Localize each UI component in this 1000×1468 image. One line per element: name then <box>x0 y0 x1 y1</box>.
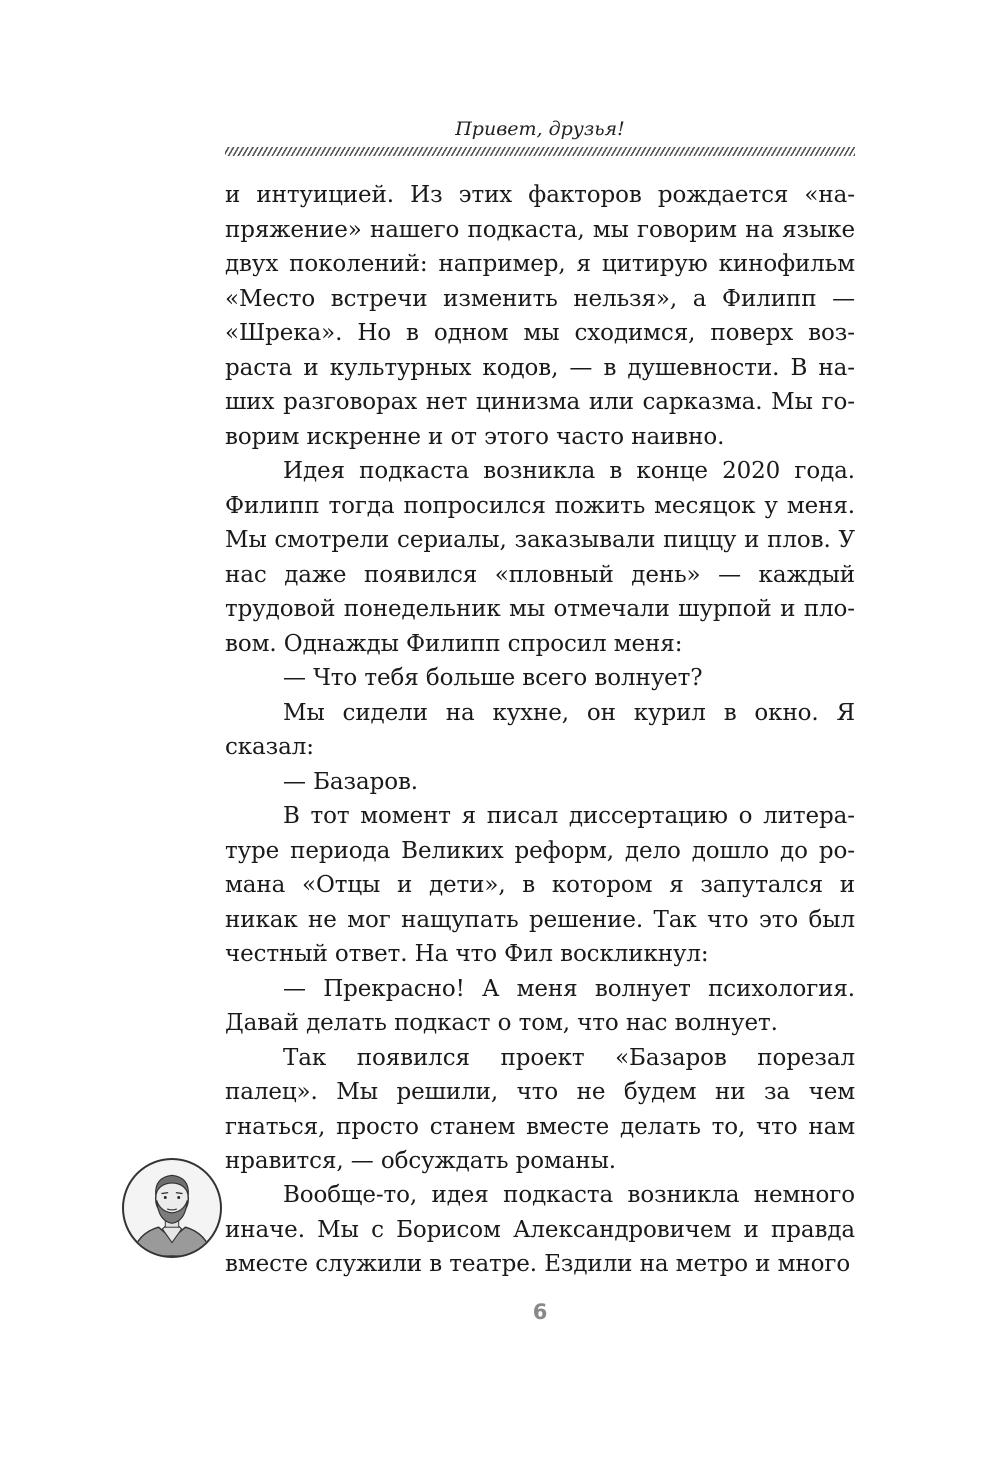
philipp-avatar-icon <box>122 1158 222 1258</box>
dialogue-line-3: — Прекрасно! А меня волнует психология. Давай делать подкаст о том, что нас волнует. <box>225 975 855 1036</box>
paragraph-3: Мы сидели на кухне, он курил в окно. Я сказал: <box>225 699 855 760</box>
main-text-block <box>225 178 855 1179</box>
second-voice-block <box>225 1178 855 1282</box>
paragraph-second-voice: Вообще-то, идея подкаста возникла немного иначе. Мы с Борисом Александровичем и правда вместе служили в театре. Ездили на метро и много <box>225 1182 855 1277</box>
header-hatched-rule <box>225 147 855 156</box>
dialogue-line-1: — Что тебя больше всего волнует? <box>283 665 703 691</box>
dialogue-line-2: — Базаров. <box>283 768 419 795</box>
paragraph-5: Так появился проект «Базаров порезал палец». Мы решили, что не будем ни за чем гнаться, просто станем вместе делать то, что нам нравится, — обсуждать романы. <box>225 1044 855 1174</box>
paragraph-1: и интуицией. Из этих факторов рождается «напряжение» нашего подкаста, мы говорим на языке двух поколений: например, я цитирую кинофильм «Место встречи изменить нельзя», а Филипп — «Шрека». Но в одном мы сходимся, поверх возраста и культурных кодов, — в душевности. В наших разговорах нет цинизма или сарказма. Мы говорим искренне и от этого часто наивно. <box>225 182 855 450</box>
paragraph-2: Идея подкаста возникла в конце 2020 года. Филипп тогда попросился пожить месяцок у меня. Мы смотрели сериалы, заказывали пиццу и плов. У нас даже появился «пловный день» — каждый трудовой понедельник мы отмечали шурпой и пловом. Однажды Филипп спросил меня: <box>225 458 855 657</box>
paragraph-4: В тот момент я писал диссертацию о литературе периода Великих реформ, дело дошло до романа «Отцы и дети», в котором я запутался и никак не мог нащупать решение. Так что это был честный ответ. На что Фил воскликнул: <box>225 803 855 967</box>
running-head-title: Привет, друзья! <box>455 118 625 140</box>
page-number: 6 <box>532 1300 548 1324</box>
